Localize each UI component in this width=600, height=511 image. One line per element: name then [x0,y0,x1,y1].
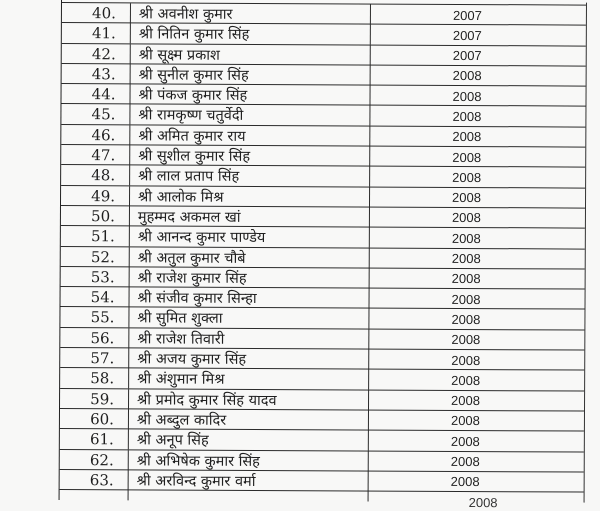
batch-year: 2008 [450,413,480,429]
table-row [62,64,586,87]
serial-number: 59. [60,389,129,409]
table-row [61,206,585,229]
serial-number: 61. [60,429,129,449]
serial-number: 60. [60,409,129,429]
table-row [60,348,584,371]
serial-number: 40. [62,3,131,23]
table-row [60,450,584,473]
serial-number: 43. [62,64,131,84]
table-row [61,145,585,168]
serial-number: 57. [60,348,129,368]
person-name: श्री अमित कुमार राय [130,125,370,146]
table-row [62,3,586,26]
batch-year: 2008 [451,291,481,307]
batch-year: 2008 [451,332,481,348]
batch-year: 2008 [451,271,481,287]
person-name: श्री अब्दुल कादिर [129,409,369,430]
serial-number: 63. [60,470,129,490]
table-row [61,84,585,107]
table-row [61,125,585,148]
partial-year-text: 2008 [468,495,498,511]
person-name: श्री नितिन कुमार सिंह [131,24,371,45]
person-name: श्री अभिषेक कुमार सिंह [129,450,369,471]
person-name: श्री संजीव कुमार सिन्हा [129,287,369,308]
serial-number: 49. [61,186,130,206]
officer-table [59,0,587,511]
serial-number: 62. [60,450,129,470]
batch-year: 2008 [451,250,481,267]
batch-year: 2008 [452,169,482,185]
person-name: श्री अवनीश कुमार [131,3,371,24]
batch-year: 2008 [452,190,482,206]
batch-year: 2007 [452,27,482,43]
batch-year: 2008 [451,230,481,246]
serial-number: 41. [62,23,131,43]
serial-number: 51. [61,226,130,246]
table-row [60,429,584,452]
table-body [60,3,586,493]
batch-year: 2007 [452,7,482,23]
person-name: श्री अतुल कुमार चौबे [130,247,370,268]
table-row [60,389,584,412]
serial-number: 46. [61,125,130,145]
serial-number: 56. [60,328,129,348]
serial-number: 52. [61,247,130,267]
person-name: श्री आलोक मिश्र [130,186,370,207]
batch-year: 2008 [451,352,481,368]
table-row [61,267,585,290]
person-name: श्री रामकृष्ण चतुर्वेदी [130,105,370,126]
serial-number: 50. [61,206,130,226]
person-name: श्री सूक्ष्म प्रकाश [131,44,371,65]
batch-year: 2008 [451,311,481,328]
table-row [61,104,585,127]
person-name: श्री आनन्द कुमार पाण्डेय [130,227,370,248]
person-name: श्री सुशील कुमार सिंह [130,145,370,166]
serial-number: 58. [60,368,129,388]
person-name: श्री राजेश कुमार सिंह [130,267,370,288]
batch-year: 2008 [451,393,481,409]
serial-number: 54. [60,287,129,307]
table-row [60,287,584,310]
batch-year: 2008 [450,453,480,470]
batch-year: 2008 [452,88,482,104]
batch-year: 2008 [452,108,482,125]
person-name: मुहम्मद अकमल खां [130,206,370,227]
batch-year: 2008 [452,129,482,145]
table-row [60,470,584,493]
person-name: श्री राजेश तिवारी [129,328,369,349]
table-row [62,44,586,67]
batch-year: 2008 [451,372,481,388]
batch-year: 2008 [452,68,482,84]
person-name: श्री अंशुमान मिश्र [129,369,369,390]
person-name: श्री अनूप सिंह [129,430,369,451]
serial-number: 45. [61,104,130,124]
serial-number: 47. [61,145,130,165]
table-row [61,186,585,209]
table-row [60,328,584,351]
person-name: श्री लाल प्रताप सिंह [130,166,370,187]
serial-number: 42. [62,44,131,64]
serial-cell [60,490,129,500]
partial-table-row [60,490,584,511]
batch-year: 2008 [451,210,481,226]
batch-year: 2007 [452,48,482,64]
table-row [62,23,586,46]
serial-number: 55. [60,307,129,327]
table-row [60,307,584,330]
name-cell [129,490,369,501]
person-name: श्री सुनील कुमार सिंह [131,64,371,85]
table-row [61,247,585,270]
batch-year: 2008 [452,149,482,165]
serial-number: 48. [61,165,130,185]
batch-year: 2008 [450,474,480,490]
batch-year: 2008 [450,433,480,449]
table-row [61,165,585,188]
person-name: श्री अजय कुमार सिंह [129,348,369,369]
table-row [61,226,585,249]
person-name: श्री अरविन्द कुमार वर्मा [129,470,369,491]
table-row [60,368,584,391]
person-name: श्री सुमित शुक्ला [129,308,369,329]
table-row [60,409,584,432]
person-name: श्री प्रमोद कुमार सिंह यादव [129,389,369,410]
serial-number: 53. [61,267,130,287]
serial-number: 44. [61,84,130,104]
person-name: श्री पंकज कुमार सिंह [130,85,370,106]
